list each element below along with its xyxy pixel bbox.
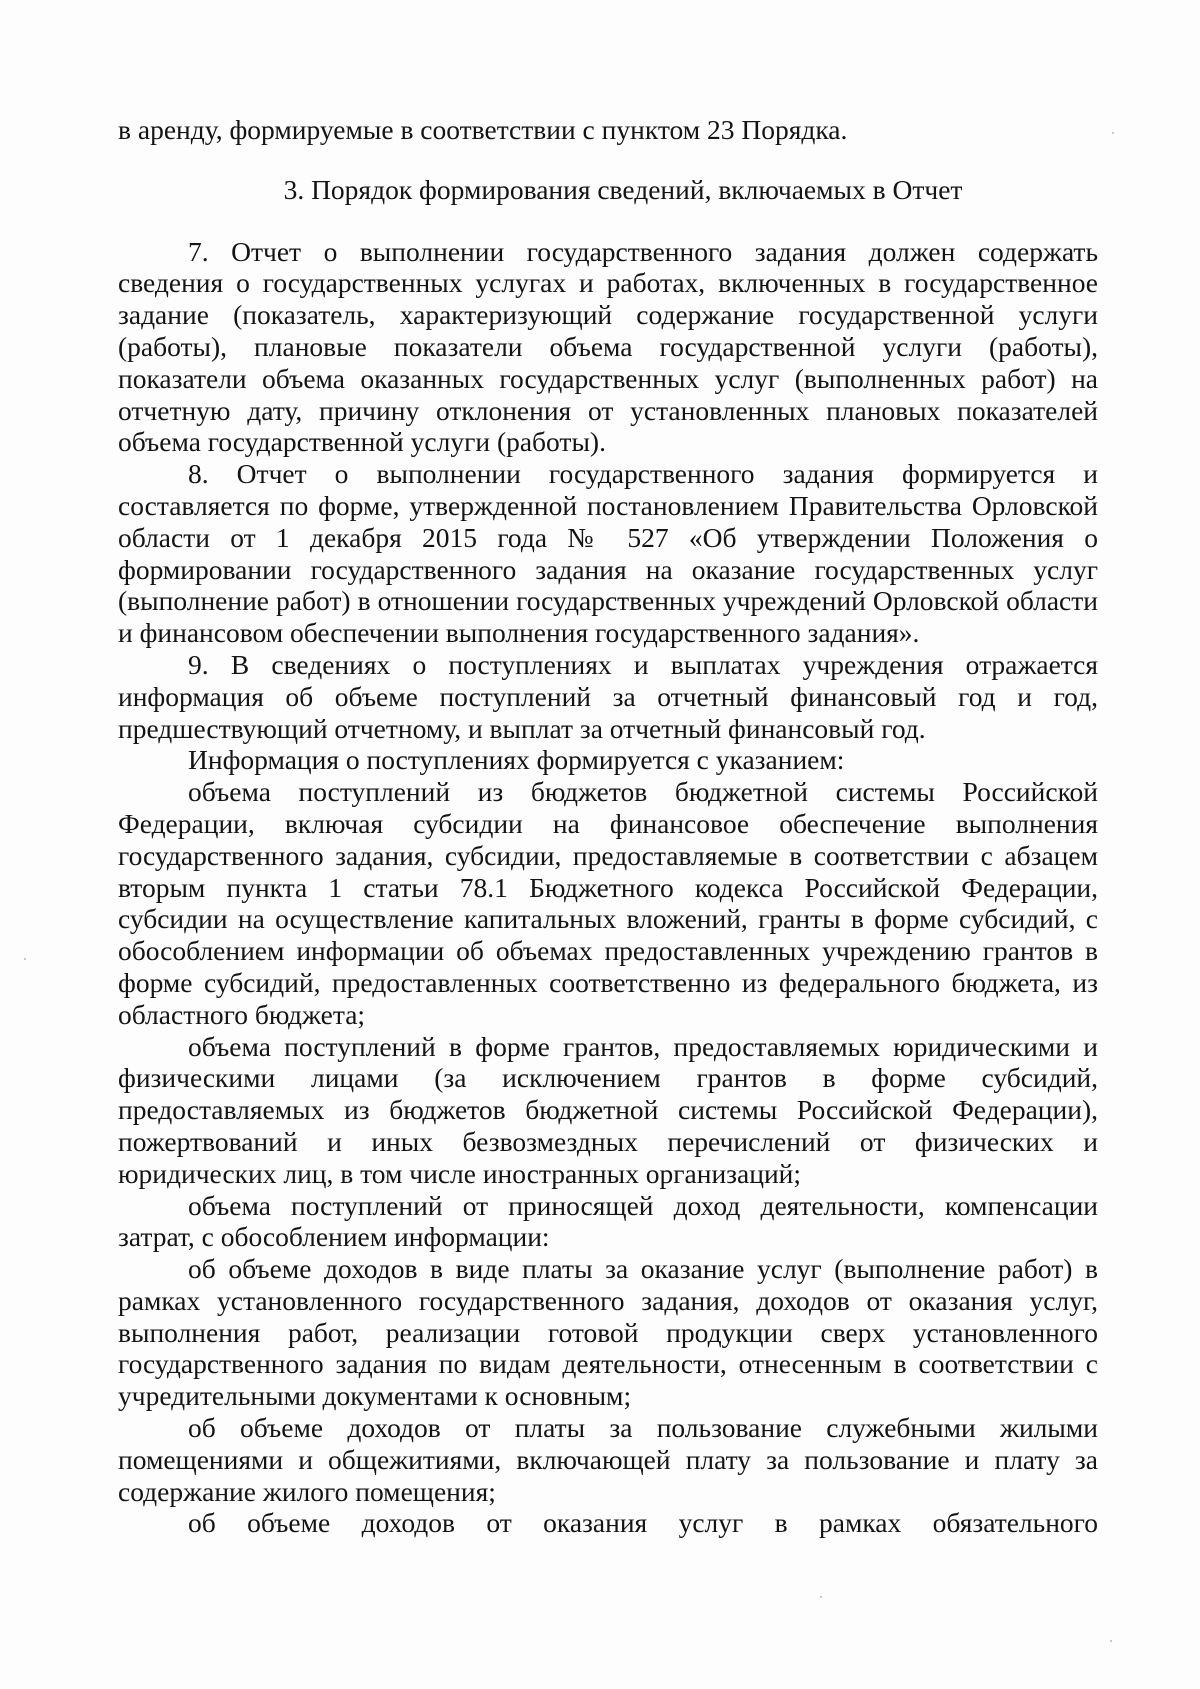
paragraph-mandatory-income: об объеме доходов от оказания услуг в рамках обязательного [188,1507,1098,1539]
paragraph-business-income: объема поступлений от приносящей доход деятельности, компенсации затрат, с обособлением информации: [118,1189,1098,1253]
document-body [118,114,1098,1539]
paragraph-services-income: об объеме доходов в виде платы за оказание услуг (выполнение работ) в рамках установленного государственного задания, доходов от оказания услуг, выполнения работ, реализации готовой продукции сверх установленного государственного задания по видам деятельности, отнесенным в соответствии с учредительными документами к основным; [118,1253,1098,1412]
section-heading: 3. Порядок формирования сведений, включаемых в Отчет [283,173,963,205]
paragraph-housing-income: об объеме доходов от платы за пользование служебными жилыми помещениями и общежитиями, включающей плату за пользование и плату за содержание жилого помещения; [118,1412,1098,1507]
intro-line: в аренду, формируемые в соответствии с пунктом 23 Порядка. [118,114,848,145]
paragraph-income-info: Информация о поступлениях формируется с указанием: [188,744,845,776]
paragraph-9: 9. В сведениях о поступлениях и выплатах учреждения отражается информация об объеме поступлений за отчетный финансовый год и год, предшествующий отчетному, и выплат за отчетный финансовый год. [118,648,1098,744]
scan-speck [820,1596,822,1598]
paragraph-7: 7. Отчет о выполнении государственного задания должен содержать сведения о государственных услугах и работах, включенных в государственное задание (показатель, характеризующий содержание государственной услуги (работы), плановые показатели объема государственной услуги (работы), показатели объема оказанных государственных услуг (выполненных работ) на отчетную дату, причину отклонения от установленных плановых показателей объема государственной услуги (работы). [118,235,1098,458]
paragraph-budget-income: объема поступлений из бюджетов бюджетной системы Российской Федерации, включая субсидии на финансовое обеспечение выполнения государственного задания, субсидии, предоставляемые в соответствии с абзацем вторым пункта 1 статьи 78.1 Бюджетного кодекса Российской Федерации, субсидии на осуществление капитальных вложений, гранты в форме субсидий, с обособлением информации об объемах предоставленных учреждению грантов в форме субсидий, предоставленных соответственно из федерального бюджета, из областного бюджета; [118,776,1098,1030]
paragraph-8: 8. Отчет о выполнении государственного задания формируется и составляется по форме, утвержденной постановлением Правительства Орловской области от 1 декабря 2015 года № 527 «Об утверждении Положения о формировании государственного задания на оказание государственных услуг (выполнение работ) в отношении государственных учреждений Орловской области и финансовом обеспечении выполнения государственного задания». [118,458,1098,649]
scan-speck [1112,132,1114,134]
paragraph-grants-income: объема поступлений в форме грантов, предоставляемых юридическими и физическими лицами (за исключением грантов в форме субсидий, предоставляемых из бюджетов бюджетной системы Российской Федерации), пожертвований и иных безвозмездных перечислений от физических и юридических лиц, в том числе иностранных организаций; [118,1030,1098,1189]
scan-speck [1110,1640,1112,1642]
scan-speck [24,958,26,960]
